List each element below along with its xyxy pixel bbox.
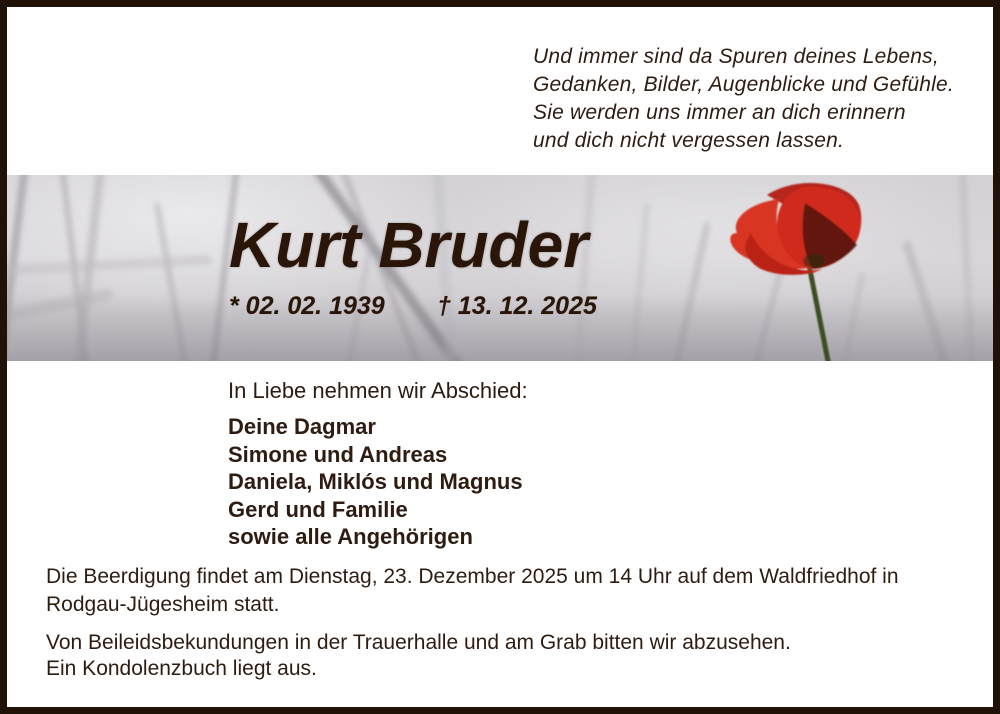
verse-line: Und immer sind da Spuren deines Lebens, <box>533 45 939 68</box>
mourner-line: Daniela, Miklós und Magnus <box>228 469 523 494</box>
death-date: † 13. 12. 2025 <box>437 292 597 320</box>
mourner-line: Deine Dagmar <box>228 414 376 439</box>
birth-date: * 02. 02. 1939 <box>229 292 385 320</box>
mourner-line: sowie alle Angehörigen <box>228 524 473 549</box>
deceased-name: Kurt Bruder <box>229 209 589 281</box>
mourner-line: Gerd und Familie <box>228 496 408 522</box>
condolence-line: Ein Kondolenzbuch liegt aus. <box>46 657 317 680</box>
memorial-photo-band <box>7 175 993 361</box>
verse-line: Gedanken, Bilder, Augenblicke und Gefühle. <box>533 73 954 96</box>
mourners-list <box>228 413 523 551</box>
funeral-line: Die Beerdigung findet am Dienstag, 23. Dezember 2025 um 14 Uhr auf dem Waldfriedhof in <box>46 565 899 588</box>
farewell-intro: In Liebe nehmen wir Abschied: <box>228 378 528 403</box>
mourner-line: Simone und Andreas <box>228 441 448 467</box>
verse-line: Sie werden uns immer an dich erinnern <box>533 101 906 124</box>
condolence-line: Von Beileidsbekundungen in der Trauerhalle und am Grab bitten wir abzusehen. <box>46 631 791 654</box>
funeral-line: Rodgau-Jügesheim statt. <box>46 592 280 616</box>
condolence-note <box>46 630 791 682</box>
memorial-verse <box>533 43 954 155</box>
verse-line: und dich nicht vergessen lassen. <box>533 129 845 152</box>
funeral-details <box>46 563 899 618</box>
